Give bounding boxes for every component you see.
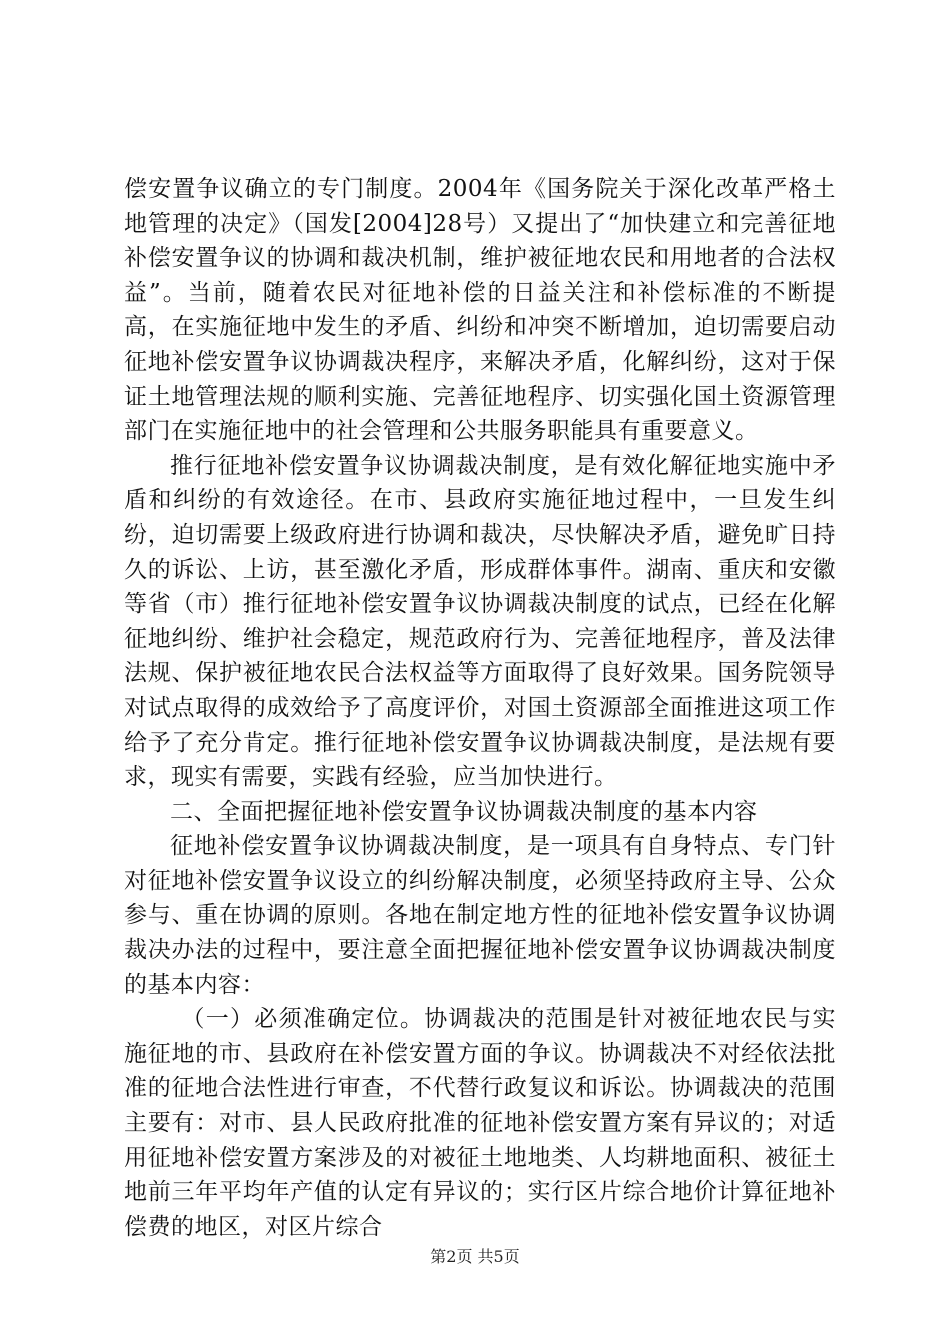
paragraph-continuation: 偿安置争议确立的专门制度。2004年《国务院关于深化改革严格土地管理的决定》（国发[2004]28号）又提出了“加快建立和完善征地补偿安置争议的协调和裁决机制，维护被征地农民和用地者的合法权益”。当前，随着农民对征地补偿的日益关注和补偿标准的不断提高，在实施征地中发生的矛盾、纠纷和冲突不断增加，迫切需要启动征地补偿安置争议协调裁决程序，来解决矛盾，化解纠纷，这对于保证土地管理法规的顺利实施、完善征地程序、切实强化国土资源管理部门在实施征地中的社会管理和公共服务职能具有重要意义。 — [124, 176, 836, 445]
paragraph-system-overview: 征地补偿安置争议协调裁决制度，是一项具有自身特点、专门针对征地补偿安置争议设立的纠纷解决制度，必须坚持政府主导、公众参与、重在协调的原则。各地在制定地方性的征地补偿安置争议协调裁决办法的过程中，要注意全面把握征地补偿安置争议协调裁决制度的基本内容： — [124, 833, 836, 998]
page-number-label: 第2页 共5页 — [430, 1247, 520, 1266]
page-footer — [0, 1244, 950, 1267]
paragraph-positioning: （一）必须准确定位。协调裁决的范围是针对被征地农民与实施征地的市、县政府在补偿安置方面的争议。协调裁决不对经依法批准的征地合法性进行审查，不代替行政复议和诉讼。协调裁决的范围主要有：对市、县人民政府批准的征地补偿安置方案有异议的；对适用征地补偿安置方案涉及的对被征土地地类、人均耕地面积、被征土地前三年平均年产值的认定有异议的；实行区片综合地价计算征地补偿费的地区，对区片综合 — [124, 1006, 836, 1240]
section-heading: 二、全面把握征地补偿安置争议协调裁决制度的基本内容 — [170, 798, 758, 825]
document-body — [124, 172, 836, 1244]
paragraph-arbitration-pathway: 推行征地补偿安置争议协调裁决制度，是有效化解征地实施中矛盾和纠纷的有效途径。在市、县政府实施征地过程中，一旦发生纠纷，迫切需要上级政府进行协调和裁决，尽快解决矛盾，避免旷日持久的诉讼、上访，甚至激化矛盾，形成群体事件。湖南、重庆和安徽等省（市）推行征地补偿安置争议协调裁决制度的试点，已经在化解征地纠纷、维护社会稳定，规范政府行为、完善征地程序，普及法律法规、保护被征地农民合法权益等方面取得了良好效果。国务院领导对试点取得的成效给予了高度评价，对国土资源部全面推进这项工作给予了充分肯定。推行征地补偿安置争议协调裁决制度，是法规有要求，现实有需要，实践有经验，应当加快进行。 — [124, 452, 836, 791]
